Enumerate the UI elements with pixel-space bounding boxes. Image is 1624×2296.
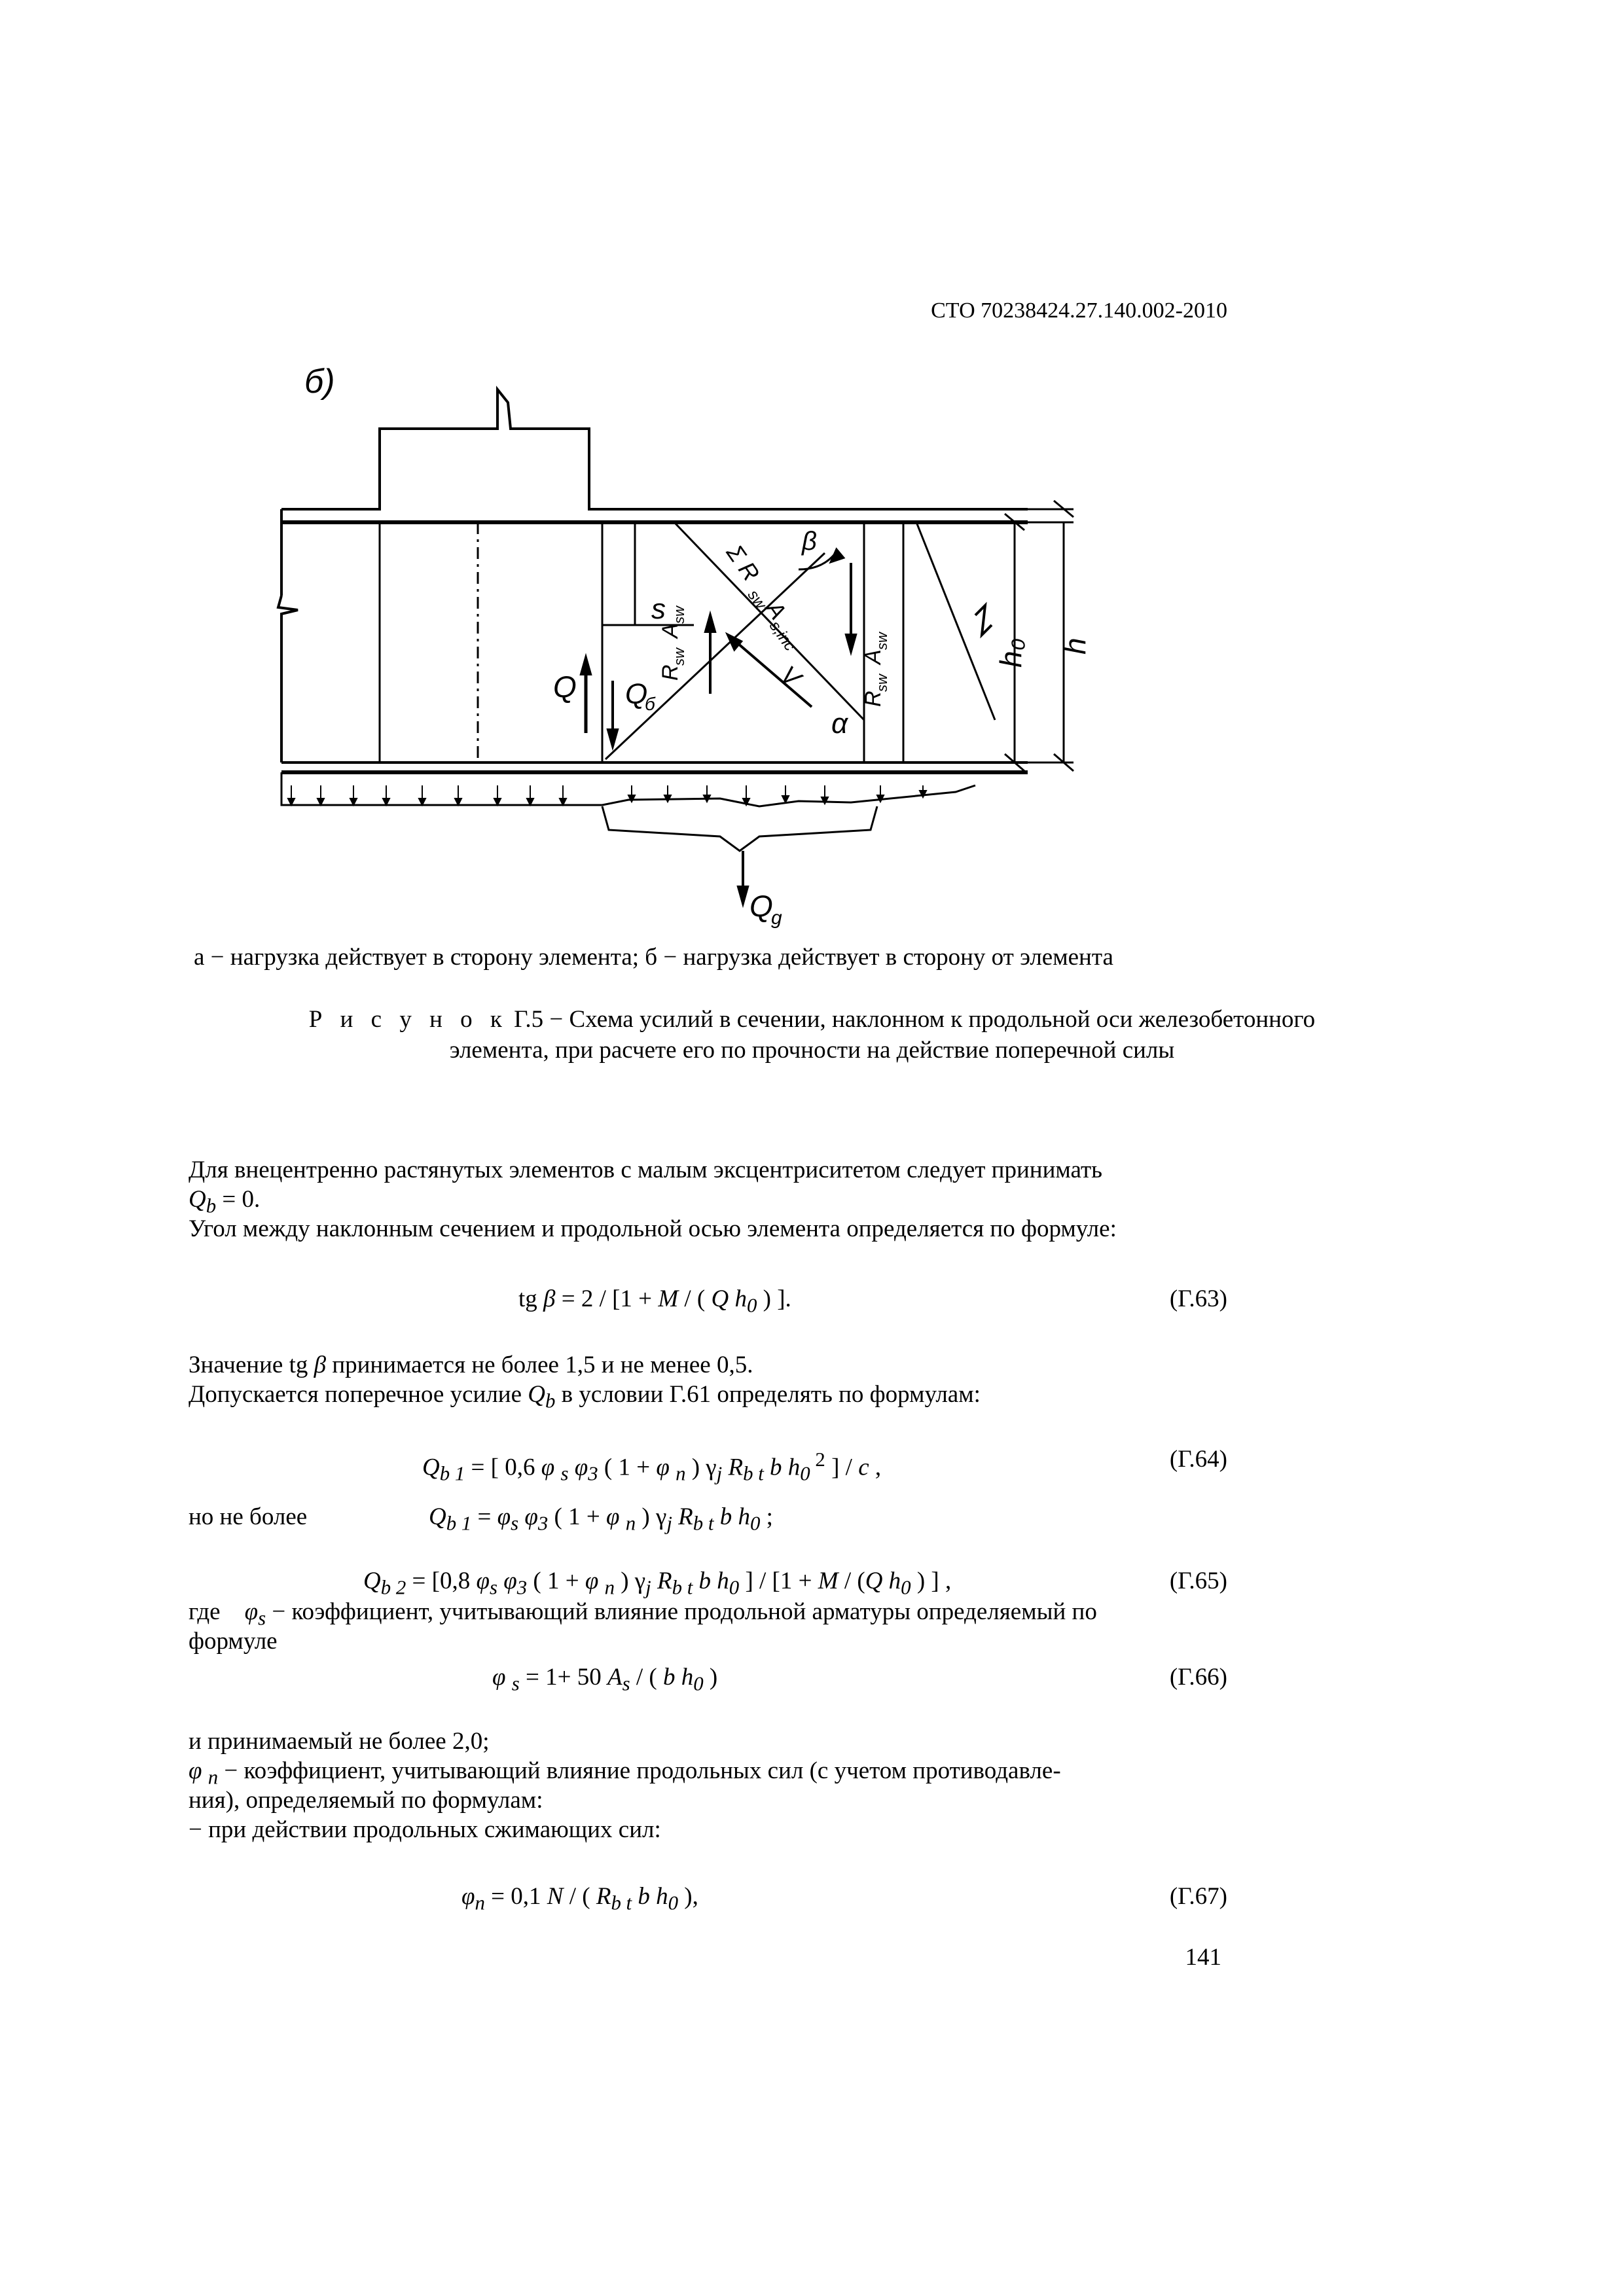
label-rsw-right: R	[861, 691, 886, 707]
document-code: СТО 70238424.27.140.002-2010	[931, 298, 1227, 323]
label-asinc-sub: s,inc	[765, 617, 799, 655]
paragraph-2: Угол между наклонным сечением и продольной осью элемента определяется по формуле:	[189, 1215, 1117, 1242]
label-sum-rsw: Σ R	[721, 539, 765, 586]
equation-g65-number: (Г.65)	[1169, 1568, 1227, 1594]
force-scheme-figure	[262, 353, 1178, 942]
equation-qb1-limit: $Q_{b 1} = \varphi_s$ $\varphi_3$ ( 1 + φ $_n$ ) $\gamma_j$ $R_{b t}$ b $h_0$ ;	[429, 1503, 773, 1535]
label-beta: β	[802, 527, 817, 556]
label-asw-left-sub: sw	[671, 606, 687, 624]
top-outline	[281, 389, 1028, 509]
label-asinc: A	[761, 596, 792, 624]
label-Qb-sub: б	[645, 694, 655, 714]
label-rsw-left-sub: sw	[671, 648, 687, 666]
figure-caption-line1	[0, 1005, 1624, 1035]
equation-g66: φ $_s$ = 1+ 50 $A_s$ / ( b $h_0$ )	[492, 1664, 718, 1695]
paragraph-3: Значение tg β принимается не более 1,5 и не менее 0,5.	[189, 1352, 753, 1378]
equation-g64: $Q_{b 1}$ = [ 0,6 φ $_s$ $\varphi_3$ ( 1 + φ $_n$ ) $\gamma_j$ $R_{b t}$ b $h_0$ $^2$ ] / c ,	[422, 1448, 882, 1485]
label-s: s	[651, 593, 666, 625]
label-h: h	[1058, 637, 1092, 655]
panel-label: б)	[304, 363, 335, 401]
paragraph-1-line-2: $Q_b = 0$.	[189, 1186, 261, 1217]
equation-g63: tg β = 2 / [1 + M / ( Q $h_0$ ) ].	[518, 1285, 791, 1317]
label-rsw-left: R	[658, 664, 683, 681]
equation-g63-number: (Г.63)	[1169, 1285, 1227, 1312]
caption-rest: Г.5 − Схема усилий в сечении, наклонном к продольной оси железобетонного	[507, 1006, 1316, 1033]
equation-g66-number: (Г.66)	[1169, 1664, 1227, 1691]
label-V: V	[775, 660, 806, 693]
figure-legend: а − нагрузка действует в сторону элемента; б − нагрузка действует в сторону от элемента	[194, 944, 1113, 971]
where-line-2: формуле	[189, 1628, 278, 1655]
figure-caption-line2: элемента, при расчете его по прочности на действие поперечной силы	[449, 1037, 1175, 1064]
label-Qg-sub: g	[771, 907, 782, 929]
label-Q: Q	[553, 670, 577, 704]
label-Qg: Q	[749, 889, 773, 923]
equation-g67-number: (Г.67)	[1169, 1883, 1227, 1910]
label-asw-right-sub: sw	[874, 632, 890, 650]
label-Qb: Q	[625, 678, 648, 710]
paragraph-4: Допускается поперечное усилие $Q_b$ в условии Г.61 определять по формулам:	[189, 1381, 981, 1412]
label-rsw-right-sub: sw	[874, 674, 890, 692]
paragraph-6-line-2: ния), определяемый по формулам:	[189, 1787, 543, 1814]
equation-g64-number: (Г.64)	[1169, 1446, 1227, 1473]
label-asw-left: A	[658, 623, 683, 638]
caption-prefix: Р и с у н о к	[308, 1006, 508, 1033]
label-asw-right: A	[861, 649, 886, 664]
where-line-1: где $\varphi_s$ − коэффициент, учитывающий влияние продольной арматуры определяемый по	[189, 1598, 1097, 1630]
label-sum-sub: sw	[744, 586, 770, 613]
paragraph-5: и принимаемый не более 2,0;	[189, 1728, 490, 1755]
label-h0: h₀	[994, 638, 1028, 668]
equation-g67: $\varphi_n = 0,1$ N / ( $R_{b t}$ b $h_0$ ),	[461, 1883, 698, 1914]
no-more-than: но не более	[189, 1503, 308, 1530]
label-alpha: α	[831, 708, 848, 740]
paragraph-6-line-1: φ $_n$ − коэффициент, учитывающий влияние продольных сил (с учетом противодавле-	[189, 1757, 1061, 1789]
equation-g65: $Q_{b 2} = [0,8$ $\varphi_s$ $\varphi_3$ ( 1 + φ $_n$ ) $\gamma_j$ $R_{b t}$ b $h_0$ ] / [1 + M / (Q $h_0$ ) ] ,	[363, 1568, 952, 1599]
paragraph-7: − при действии продольных сжимающих сил:	[189, 1816, 661, 1843]
page-number: 141	[1185, 1944, 1221, 1971]
paragraph-1-line-1: Для внецентренно растянутых элементов с малым эксцентриситетом следует принимать	[189, 1157, 1103, 1183]
